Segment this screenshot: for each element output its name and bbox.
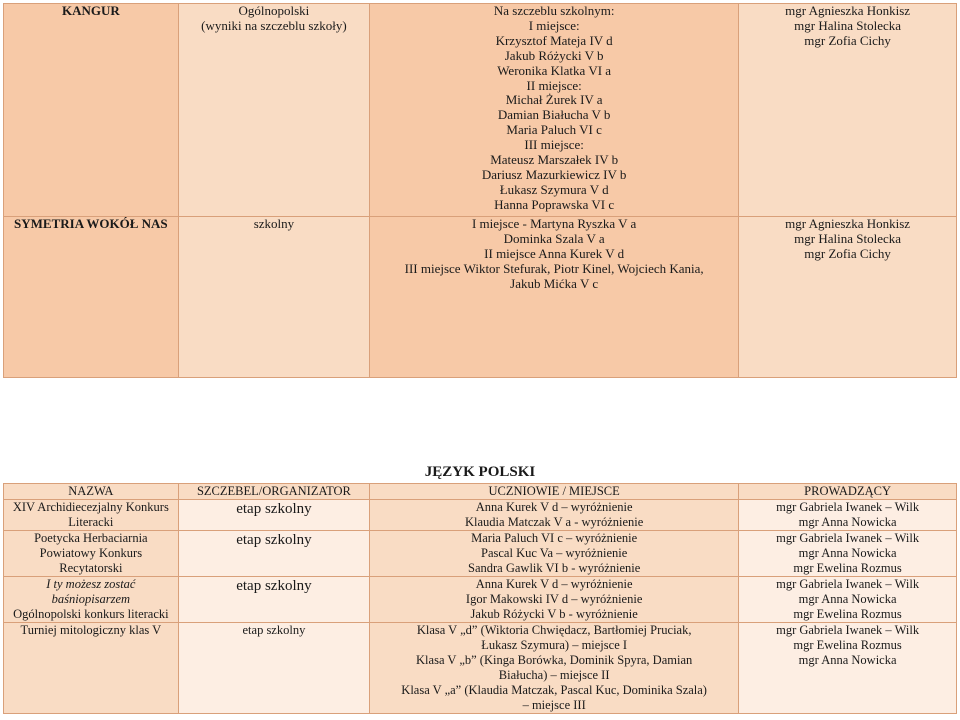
result-line: II miejsce Anna Kurek V d: [484, 245, 625, 261]
section-title: JĘZYK POLSKI: [424, 464, 536, 480]
level-text: etap szkolny: [236, 578, 312, 594]
level-line: (wyniki na szczeblu szkoły): [201, 17, 347, 33]
result-line: Łukasz Szymura V d: [499, 181, 609, 197]
level-text: etap szkolny: [236, 532, 312, 548]
name-line: I ty możesz zostać: [46, 577, 136, 591]
student-line: Anna Kurek V d – wyróżnienie: [475, 500, 633, 514]
competition-cell: [4, 4, 179, 217]
result-line: Maria Paluch VI c: [506, 122, 602, 138]
students-cell: [370, 500, 739, 531]
name-line: Turniej mitologiczny klas V: [20, 623, 162, 637]
column-header-name: NAZWA: [4, 484, 179, 500]
student-line: Maria Paluch VI c – wyróżnienie: [471, 531, 638, 545]
name-line: Ogólnopolski konkurs literacki: [13, 607, 169, 621]
teacher-line: mgr Anna Nowicka: [798, 653, 897, 667]
teacher-line: mgr Anna Nowicka: [798, 515, 897, 529]
student-line: Jakub Różycki V b - wyróżnienie: [470, 607, 638, 621]
name-line: Literacki: [68, 515, 114, 529]
student-line: Klaudia Matczak V a - wyróżnienie: [465, 515, 644, 529]
table-row: [4, 500, 957, 531]
teacher-line: mgr Ewelina Rozmus: [793, 607, 902, 621]
level-cell: [178, 217, 369, 378]
result-line: Jakub Różycki V b: [504, 47, 604, 63]
result-line: Dariusz Mazurkiewicz IV b: [481, 166, 627, 182]
student-line: Anna Kurek V d – wyróżnienie: [475, 577, 633, 591]
contest-table-top: [3, 3, 957, 378]
level-cell: [178, 4, 369, 217]
result-line: Na szczeblu szkolnym:: [493, 3, 615, 18]
name-cell: [4, 577, 179, 623]
students-cell: [370, 623, 739, 714]
teacher-line: mgr Zofia Cichy: [804, 245, 891, 261]
teacher-line: mgr Agnieszka Honkisz: [785, 3, 911, 18]
result-line: II miejsce:: [526, 77, 582, 93]
teacher-line: mgr Gabriela Iwanek – Wilk: [776, 577, 920, 591]
name-line: Powiatowy Konkurs: [39, 546, 143, 560]
result-line: I miejsce - Martyna Ryszka V a: [471, 216, 637, 231]
name-line: baśniopisarzem: [51, 592, 131, 606]
result-line: Damian Białucha V b: [497, 107, 611, 123]
teachers-cell: [739, 4, 957, 217]
level-text: etap szkolny: [242, 623, 306, 637]
competition-name: KANGUR: [61, 3, 120, 18]
competition-name: SYMETRIA WOKÓŁ NAS: [14, 216, 168, 231]
result-line: Weronika Klatka VI a: [497, 62, 612, 78]
teacher-line: mgr Gabriela Iwanek – Wilk: [776, 623, 920, 637]
teacher-line: mgr Agnieszka Honkisz: [785, 216, 911, 231]
table-row: [4, 217, 957, 378]
table-row: [4, 623, 957, 714]
level-cell: [178, 531, 369, 577]
teachers-cell: [739, 217, 957, 378]
student-line: Klasa V „a” (Klaudia Matczak, Pascal Kuc, Dominika Szala): [401, 683, 707, 697]
name-line: XIV Archidiecezjalny Konkurs: [12, 500, 169, 514]
teacher-line: mgr Ewelina Rozmus: [793, 638, 902, 652]
column-header-level: SZCZEBEL/ORGANIZATOR: [178, 484, 369, 500]
student-line: – miejsce III: [522, 698, 586, 712]
level-line: szkolny: [253, 216, 295, 231]
teachers-cell: [739, 577, 957, 623]
teacher-line: mgr Ewelina Rozmus: [793, 561, 902, 575]
name-cell: [4, 623, 179, 714]
teachers-cell: [739, 531, 957, 577]
level-text: etap szkolny: [236, 501, 312, 517]
student-line: Sandra Gawlik VI b - wyróżnienie: [468, 561, 641, 575]
teacher-line: mgr Gabriela Iwanek – Wilk: [776, 500, 920, 514]
student-line: Łukasz Szymura) – miejsce I: [481, 638, 628, 652]
teacher-line: mgr Zofia Cichy: [804, 32, 891, 48]
student-line: Igor Makowski IV d – wyróżnienie: [465, 592, 643, 606]
teacher-line: mgr Gabriela Iwanek – Wilk: [776, 531, 920, 545]
result-line: Hanna Poprawska VI c: [494, 196, 615, 212]
students-cell: [370, 577, 739, 623]
column-header-students: UCZNIOWIE / MIEJSCE: [370, 484, 739, 500]
level-cell: [178, 500, 369, 531]
table-header-row: [4, 484, 957, 500]
teachers-cell: [739, 623, 957, 714]
name-line: Poetycka Herbaciarnia: [34, 531, 148, 545]
level-line: Ogólnopolski: [238, 3, 310, 18]
competition-cell: [4, 217, 179, 378]
results-cell: [370, 4, 739, 217]
results-cell: [370, 217, 739, 378]
contest-table-polish: [3, 483, 957, 714]
student-line: Klasa V „b” (Kinga Borówka, Dominik Spyra, Damian: [416, 653, 693, 667]
table-row: [4, 577, 957, 623]
teachers-cell: [739, 500, 957, 531]
result-line: Krzysztof Mateja IV d: [495, 32, 613, 48]
result-line: III miejsce:: [524, 137, 584, 153]
table-row: [4, 531, 957, 577]
teacher-line: mgr Halina Stolecka: [794, 17, 902, 33]
student-line: Klasa V „d” (Wiktoria Chwiędacz, Bartłomiej Pruciak,: [416, 623, 692, 637]
teacher-line: mgr Halina Stolecka: [794, 230, 902, 246]
column-header-teachers: PROWADZĄCY: [739, 484, 957, 500]
result-line: Jakub Mićka V c: [510, 275, 599, 291]
result-line: Mateusz Marszałek IV b: [490, 152, 619, 168]
name-cell: [4, 500, 179, 531]
table-row: [4, 4, 957, 217]
student-line: Białucha) – miejsce II: [498, 668, 610, 682]
result-line: III miejsce Wiktor Stefurak, Piotr Kinel, Wojciech Kania,: [404, 260, 704, 276]
level-cell: [178, 577, 369, 623]
students-cell: [370, 531, 739, 577]
name-line: Recytatorski: [59, 561, 123, 575]
student-line: Pascal Kuc Va – wyróżnienie: [481, 546, 628, 560]
result-line: I miejsce:: [528, 17, 580, 33]
teacher-line: mgr Anna Nowicka: [798, 546, 897, 560]
name-cell: [4, 531, 179, 577]
teacher-line: mgr Anna Nowicka: [798, 592, 897, 606]
result-line: Michał Żurek IV a: [505, 92, 603, 108]
result-line: Dominka Szala V a: [503, 230, 605, 246]
level-cell: [178, 623, 369, 714]
